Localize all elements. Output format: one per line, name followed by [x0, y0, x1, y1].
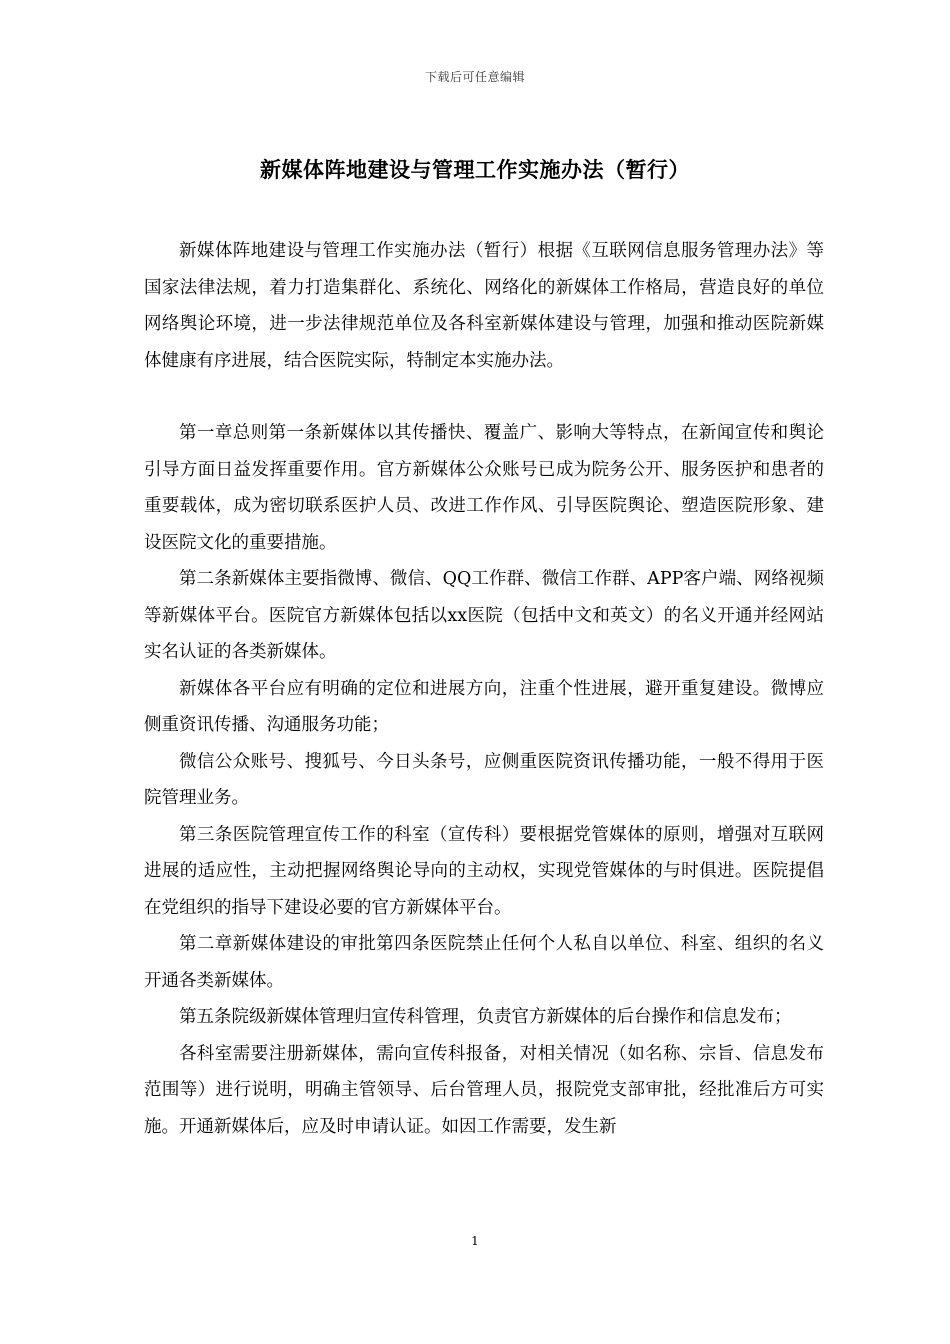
paragraph-article-5: 第五条院级新媒体管理归宣传科管理，负责官方新媒体的后台操作和信息发布；: [179, 1007, 792, 1027]
paragraph-article-3: 第三条医院管理宣传工作的科室（宣传科）要根据党管媒体的原则，增强对互联网进展的适应性，主动把握网络舆论导向的主动权，实现党管媒体的与时俱进。医院提倡在党组织的指导下建设必要的官方新媒体平台。: [144, 824, 824, 918]
document-title: 新媒体阵地建设与管理工作实施办法（暂行）: [260, 157, 690, 182]
document-body: [144, 233, 824, 1145]
page-number: 1: [471, 1234, 479, 1248]
paragraph-intro: 新媒体阵地建设与管理工作实施办法（暂行）根据《互联网信息服务管理办法》等国家法律法规，着力打造集群化、系统化、网络化的新媒体工作格局，营造良好的单位网络舆论环境，进一步法律规范单位及各科室新媒体建设与管理，加强和推动医院新媒体健康有序进展，结合医院实际，特制定本实施办法。: [144, 241, 824, 371]
paragraph-positioning: 新媒体各平台应有明确的定位和进展方向，注重个性进展，避开重复建设。微博应侧重资讯传播、沟通服务功能；: [144, 678, 824, 735]
paragraph-article-1: 第一章总则第一条新媒体以其传播快、覆盖广、影响大等特点，在新闻宣传和舆论引导方面日益发挥重要作用。官方新媒体公众账号已成为院务公开、服务医护和患者的重要载体，成为密切联系医护人员、改进工作作风、引导医院舆论、塑造医院形象、建设医院文化的重要措施。: [144, 423, 824, 553]
paragraph-article-2: 第二条新媒体主要指微博、微信、QQ工作群、微信工作群、APP客户端、网络视频等新媒体平台。医院官方新媒体包括以xx医院（包括中文和英文）的名义开通并经网站实名认证的各类新媒体。: [144, 569, 824, 662]
header-note: 下载后可任意编辑: [424, 70, 525, 84]
paragraph-department-registration: 各科室需要注册新媒体，需向宣传科报备，对相关情况（如名称、宗旨、信息发布范围等）进行说明，明确主管领导、后台管理人员，报院党支部审批，经批准后方可实施。开通新媒体后，应及时申请认证。如因工作需要，发生新: [144, 1043, 824, 1137]
paragraph-article-4: 第二章新媒体建设的审批第四条医院禁止任何个人私自以单位、科室、组织的名义开通各类新媒体。: [144, 934, 824, 991]
paragraph-wechat: 微信公众账号、搜狐号、今日头条号，应侧重医院资讯传播功能，一般不得用于医院管理业务。: [144, 751, 824, 808]
